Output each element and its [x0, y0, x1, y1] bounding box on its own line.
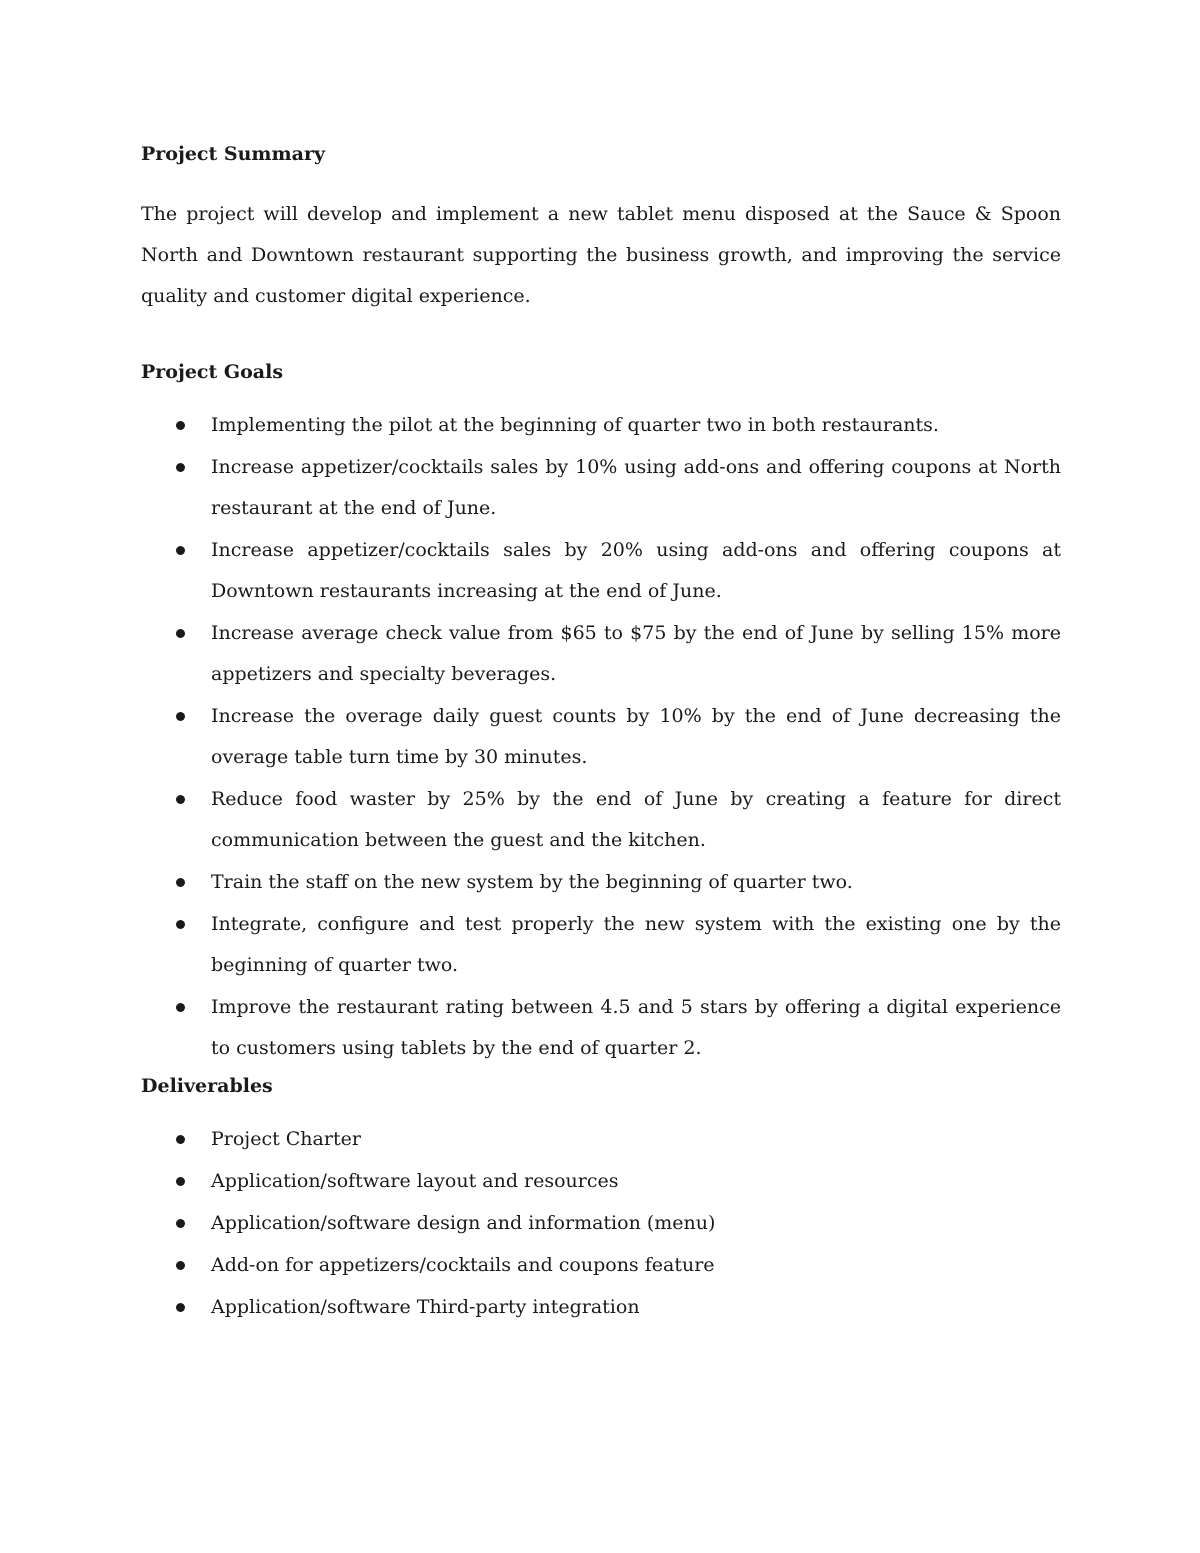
- bullet-icon: [176, 546, 185, 555]
- bullet-icon: [176, 1219, 185, 1228]
- goal-text: Train the staff on the new system by the beginning of quarter two.: [211, 871, 853, 893]
- goal-item: [141, 779, 1061, 861]
- document-page: [141, 138, 1061, 1329]
- deliverable-item: [141, 1287, 1061, 1328]
- bullet-icon: [176, 1135, 185, 1144]
- deliverables-list: [141, 1119, 1061, 1328]
- deliverable-item: [141, 1203, 1061, 1244]
- deliverable-item: [141, 1245, 1061, 1286]
- project-summary-text: The project will develop and implement a new tablet menu disposed at the Sauce & Spoon North and Downtown restaurant supporting the business growth, and improving the service quality and customer digital experience.: [141, 203, 1061, 307]
- goal-text: Improve the restaurant rating between 4.5 and 5 stars by offering a digital experience to customers using tablets by the end of quarter 2.: [211, 996, 1061, 1059]
- bullet-icon: [176, 795, 185, 804]
- bullet-icon: [176, 1003, 185, 1012]
- goal-text: Integrate, configure and test properly the new system with the existing one by the beginning of quarter two.: [211, 913, 1061, 976]
- deliverable-text: Application/software design and information (menu): [211, 1212, 716, 1234]
- deliverable-text: Add-on for appetizers/cocktails and coupons feature: [211, 1254, 715, 1276]
- goal-item: [141, 613, 1061, 695]
- goal-item: [141, 405, 1061, 446]
- goal-item: [141, 696, 1061, 778]
- goal-item: [141, 530, 1061, 612]
- goal-item: [141, 862, 1061, 903]
- project-goals-list: [141, 405, 1061, 1069]
- bullet-icon: [176, 1303, 185, 1312]
- goal-item: [141, 987, 1061, 1069]
- bullet-icon: [176, 712, 185, 721]
- deliverable-item: [141, 1161, 1061, 1202]
- bullet-icon: [176, 878, 185, 887]
- bullet-icon: [176, 1261, 185, 1270]
- goal-text: Increase appetizer/cocktails sales by 20% using add-ons and offering coupons at Downtown restaurants increasing at the end of June.: [211, 539, 1061, 602]
- bullet-icon: [176, 421, 185, 430]
- goal-item: [141, 904, 1061, 986]
- bullet-icon: [176, 463, 185, 472]
- deliverable-text: Application/software layout and resources: [211, 1170, 619, 1192]
- bullet-icon: [176, 629, 185, 638]
- goal-text: Increase average check value from $65 to $75 by the end of June by selling 15% more appetizers and specialty beverages.: [211, 622, 1061, 685]
- bullet-icon: [176, 920, 185, 929]
- goal-text: Reduce food waster by 25% by the end of June by creating a feature for direct communication between the guest and the kitchen.: [211, 788, 1061, 851]
- deliverable-item: [141, 1119, 1061, 1160]
- goal-item: [141, 447, 1061, 529]
- goal-text: Implementing the pilot at the beginning of quarter two in both restaurants.: [211, 414, 939, 436]
- bullet-icon: [176, 1177, 185, 1186]
- project-summary-heading: Project Summary: [141, 143, 325, 165]
- deliverable-text: Application/software Third-party integration: [211, 1296, 640, 1318]
- goal-text: Increase appetizer/cocktails sales by 10% using add-ons and offering coupons at North restaurant at the end of June.: [211, 456, 1061, 519]
- project-goals-heading: Project Goals: [141, 361, 284, 383]
- deliverables-heading: Deliverables: [141, 1075, 273, 1097]
- deliverable-text: Project Charter: [211, 1128, 361, 1150]
- goal-text: Increase the overage daily guest counts by 10% by the end of June decreasing the overage table turn time by 30 minutes.: [211, 705, 1061, 768]
